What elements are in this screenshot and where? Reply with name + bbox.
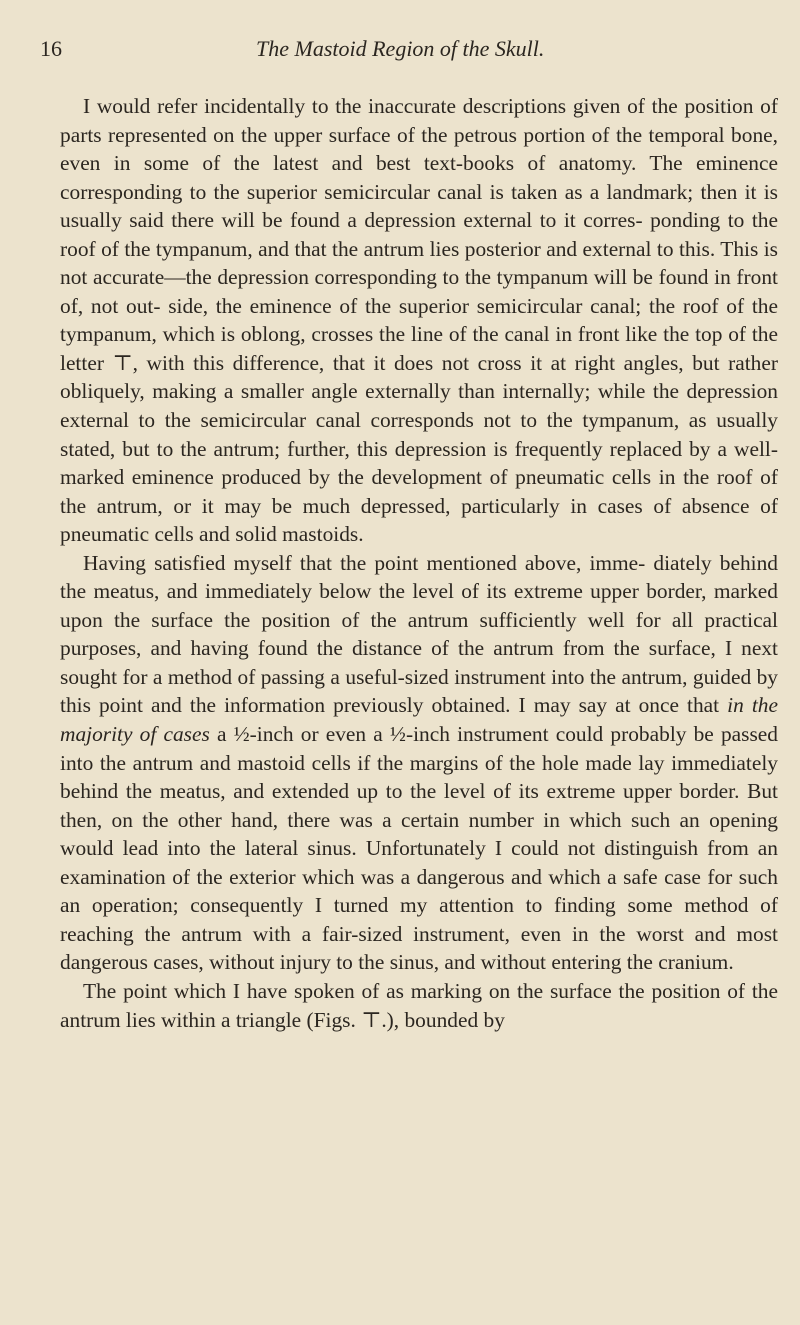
paragraph-3: The point which I have spoken of as marking on the surface the position of the antrum lies within a triangle (Figs. ⊤.), bounded by <box>60 978 778 1032</box>
paragraph-2-text-b: a ½-inch or even a ½-inch instrument could probably be passed into the antrum and mastoid cells if the margins of the hole made lay immediately behind the meatus, and extended up to the level of its extreme upper border. But then, on the other hand, there was a certain number in which such an opening would lead into the lateral sinus. Unfortunately I could not distinguish from an examination of the exterior which was a dangerous and which a safe case for such an operation; consequently I turned my attention to finding some method of reaching the antrum with a fair-sized instrument, even in the worst and most dangerous cases, without injury to the sinus, and without entering the cranium. <box>60 722 778 975</box>
page-number: 16 <box>40 36 62 61</box>
body-text <box>60 92 778 1034</box>
paragraph-1: I would refer incidentally to the inaccurate descriptions given of the position of parts represented on the upper surface of the petrous portion of the temporal bone, even in some of the latest and best text-books of anatomy. The eminence corresponding to the superior semicircular canal is taken as a landmark; then it is usually said there will be found a depression external to it corres- ponding to the roof of the tympanum, and that the antrum lies posterior and external to this. This is not accurate—the depression corresponding to the tympanum will be found in front of, not out- side, the eminence of the superior semicircular canal; the roof of the tympanum, which is oblong, crosses the line of the canal in front like the top of the letter ⊤, with this difference, that it does not cross it at right angles, but rather obliquely, making a smaller angle externally than internally; while the depression external to the semicircular canal corresponds not to the tympanum, as usually stated, but to the antrum; further, this depression is frequently replaced by a well-marked eminence produced by the development of pneumatic cells in the roof of the antrum, or it may be much depressed, particularly in cases of absence of pneumatic cells and solid mastoids. <box>60 94 778 547</box>
paragraph-2 <box>60 549 778 977</box>
paragraph-2-text-a: Having satisfied myself that the point mentioned above, imme- diately behind the meatus, and immediately below the level of its extreme upper border, marked upon the surface the position of the antrum sufficiently well for all practical purposes, and having found the distance of the antrum from the surface, I next sought for a method of passing a useful-sized instrument into the antrum, guided by this point and the information previously obtained. I may say at once that <box>60 550 778 718</box>
page-header <box>40 36 680 66</box>
running-title: The Mastoid Region of the Skull. <box>256 36 545 61</box>
italic-phrase: in the majority of cases <box>60 693 778 747</box>
